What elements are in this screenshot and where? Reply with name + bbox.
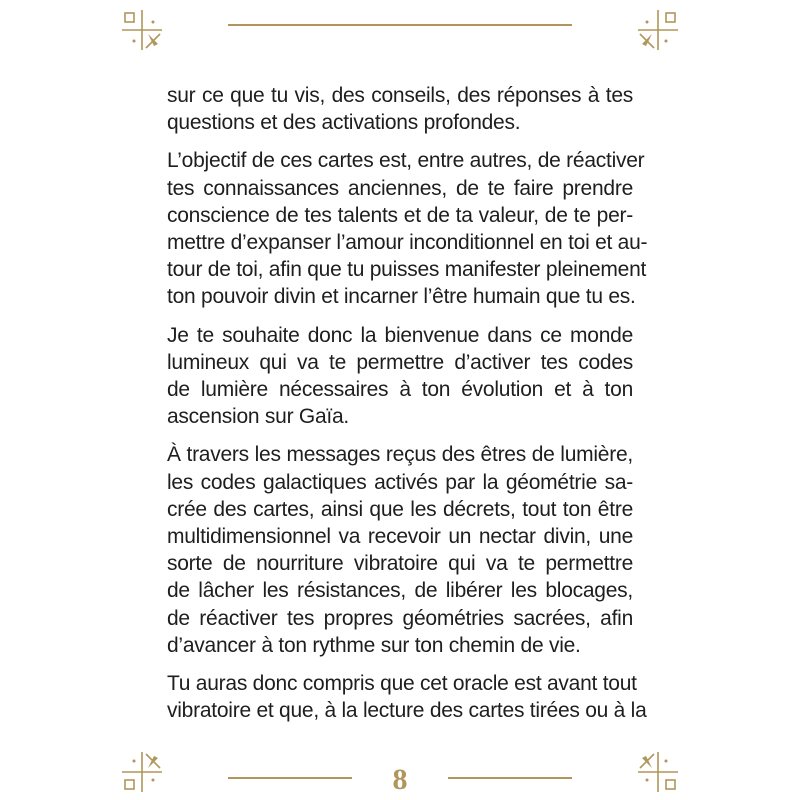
text-line: de réactiver tes propres géométries sacrées, afin: [167, 606, 633, 630]
bottom-divider-left: [228, 777, 352, 779]
text-line: de lumière nécessaires à ton évolution et à ton: [167, 378, 633, 402]
text-line: tes connaissances anciennes, de te faire prendre: [167, 176, 633, 200]
corner-ornament-icon: [122, 10, 166, 54]
corner-ornament-icon: [634, 10, 678, 54]
corner-ornament-icon: [634, 748, 678, 792]
text-line: ascension sur Gaïa.: [167, 405, 350, 429]
text-line: questions et des activations profondes.: [167, 111, 521, 135]
top-divider: [228, 24, 572, 26]
text-line: tour de toi, afin que tu puisses manifester pleinement: [167, 258, 647, 282]
text-line: mettre d’expanser l’amour inconditionnel en toi et au-: [167, 231, 648, 255]
paragraph: [167, 441, 633, 659]
text-line: Je te souhaite donc la bienvenue dans ce monde: [167, 323, 633, 347]
paragraph: [167, 147, 648, 310]
text-line: multidimensionnel va recevoir un nectar divin, une: [167, 525, 633, 549]
text-line: À travers les messages reçus des êtres de lumière,: [167, 443, 633, 467]
text-line: ton pouvoir divin et incarner l’être humain que tu es.: [167, 285, 636, 309]
text-line: sur ce que tu vis, des conseils, des réponses à tes: [167, 84, 633, 107]
paragraph: [167, 82, 633, 136]
text-line: les codes galactiques activés par la géométrie sa-: [167, 470, 633, 494]
corner-ornament-icon: [122, 748, 166, 792]
text-line: crée des cartes, ainsi que les décrets, tout ton être: [167, 497, 633, 521]
text-line: vibratoire et que, à la lecture des cartes tirées ou à la: [167, 699, 647, 723]
body-text: [167, 82, 648, 735]
text-line: Tu auras donc compris que cet oracle est avant tout: [167, 672, 637, 696]
paragraph: [167, 322, 633, 431]
text-line: conscience de tes talents et de ta valeur, de te per-: [167, 203, 633, 227]
bottom-divider-right: [448, 777, 572, 779]
page-number: 8: [392, 763, 408, 796]
text-line: d’avancer à ton rythme sur ton chemin de vie.: [167, 633, 581, 657]
paragraph: [167, 670, 647, 724]
text-line: de lâcher les résistances, de libérer les blocages,: [167, 579, 633, 603]
text-line: L’objectif de ces cartes est, entre autres, de réactiver: [167, 149, 645, 173]
text-line: lumineux qui va te permettre d’activer tes codes: [167, 350, 633, 374]
text-line: sorte de nourriture vibratoire qui va te permettre: [167, 552, 633, 576]
